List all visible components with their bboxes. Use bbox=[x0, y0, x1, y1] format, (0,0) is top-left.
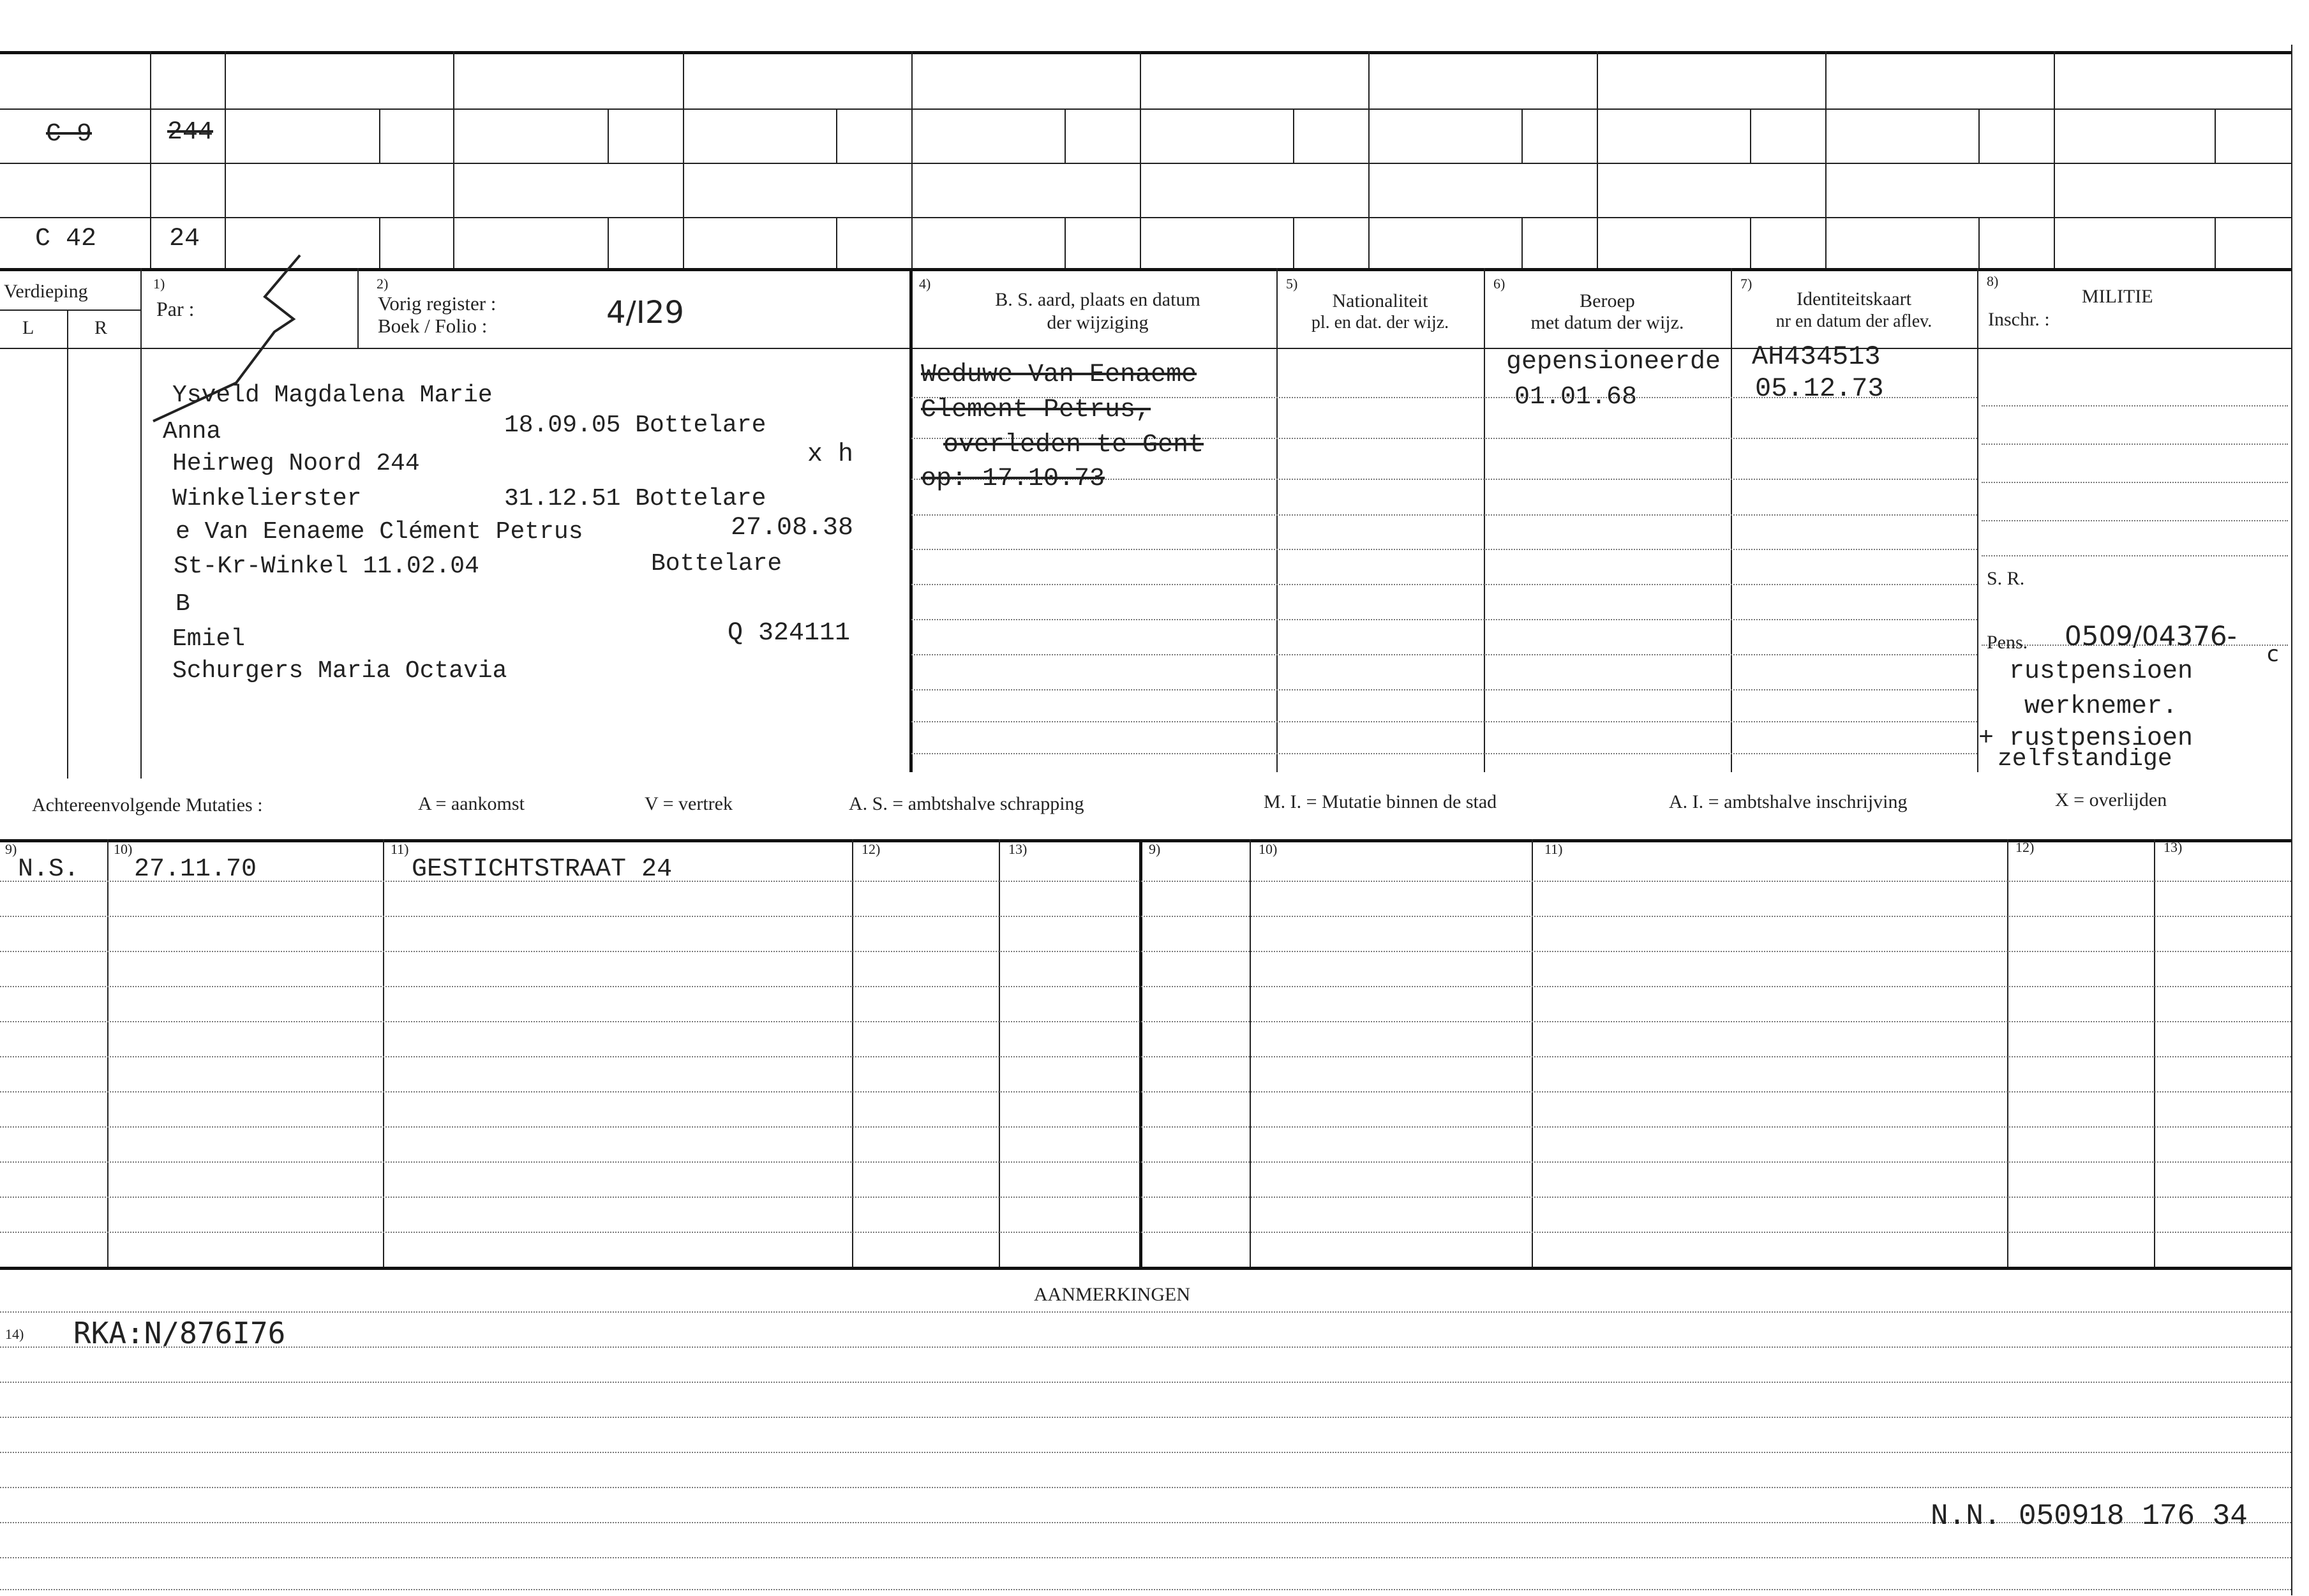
top-row3-number: 24 bbox=[169, 225, 200, 253]
person-line1: Ysveld Magdalena Marie bbox=[172, 382, 493, 409]
beroep-header-line2: met datum der wijz. bbox=[1530, 312, 1684, 333]
mutations-title: Achtereenvolgende Mutaties : bbox=[32, 794, 263, 816]
legend-mutatie: M. I. = Mutatie binnen de stad bbox=[1264, 791, 1497, 812]
col8-number: 8) bbox=[1987, 273, 1999, 289]
bs-line2: Clement Petrus, bbox=[921, 396, 1151, 424]
beroep-header-line1: Beroep bbox=[1580, 290, 1635, 311]
mut-col12-right: 12) bbox=[2015, 839, 2035, 855]
mut-col10-right: 10) bbox=[1259, 841, 1278, 857]
beroep-value: gepensioneerde bbox=[1506, 348, 1721, 377]
top-row3-code: C 42 bbox=[35, 225, 97, 253]
col2-number: 2) bbox=[377, 276, 389, 292]
par-label: Par : bbox=[156, 297, 195, 320]
militie-line3: + rustpensioen bbox=[1978, 724, 2193, 753]
legend-vertrek: V = vertrek bbox=[645, 793, 733, 814]
col7-number: 7) bbox=[1740, 276, 1752, 292]
militie-header: MILITIE bbox=[2082, 286, 2153, 307]
person-spouse-birth: St-Kr-Winkel 11.02.04 bbox=[174, 553, 479, 580]
legend-aankomst: A = aankomst bbox=[418, 793, 525, 814]
bs-header-line1: B. S. aard, plaats en datum bbox=[995, 289, 1200, 310]
col4-number: 4) bbox=[919, 276, 931, 292]
remarks-value: RKA:N/876I76 bbox=[73, 1316, 286, 1350]
pens-label: Pens. bbox=[1987, 632, 2028, 653]
mutation-type: N.S. bbox=[18, 855, 80, 884]
person-job-date: 31.12.51 Bottelare bbox=[504, 485, 766, 512]
person-mark: x h bbox=[807, 440, 854, 469]
id-header-line2: nr en datum der aflev. bbox=[1775, 311, 1932, 331]
l-label: L bbox=[22, 317, 34, 338]
inschr-label: Inschr. : bbox=[1988, 309, 2050, 330]
person-emiel: Emiel bbox=[172, 625, 246, 653]
person-spouse: e Van Eenaeme Clément Petrus bbox=[176, 518, 583, 546]
mut-col13: 13) bbox=[1008, 841, 1027, 857]
person-mother: Schurgers Maria Octavia bbox=[172, 657, 507, 685]
vorig-register-label: Vorig register : bbox=[378, 292, 497, 315]
remarks-number: 14) bbox=[5, 1326, 24, 1342]
militie-line2: werknemer. bbox=[2024, 692, 2178, 721]
person-line7: B bbox=[176, 590, 190, 618]
verdieping-label: Verdieping bbox=[4, 281, 88, 302]
vorig-register-value: 4/I29 bbox=[606, 295, 684, 331]
legend-overlijden: X = overlijden bbox=[2055, 789, 2167, 810]
person-birth: 18.09.05 Bottelare bbox=[504, 412, 766, 439]
top-row1-code: C 9 bbox=[46, 120, 93, 149]
col1-number: 1) bbox=[153, 276, 165, 292]
col5-number: 5) bbox=[1286, 276, 1298, 292]
boek-folio-label: Boek / Folio : bbox=[378, 315, 488, 337]
militie-line4: zelfstandige bbox=[1998, 748, 2172, 770]
id-date: 05.12.73 bbox=[1755, 373, 1884, 404]
mut-col10: 10) bbox=[114, 841, 133, 857]
person-address: Heirweg Noord 244 bbox=[172, 450, 420, 477]
mut-col11: 11) bbox=[391, 841, 409, 857]
nat-header-line1: Nationaliteit bbox=[1332, 290, 1428, 311]
bs-line4: op: 17.10.73 bbox=[921, 465, 1105, 493]
mut-col9-right: 9) bbox=[1149, 841, 1161, 857]
nat-header-line2: pl. en dat. der wijz. bbox=[1311, 313, 1449, 332]
mut-col11-right: 11) bbox=[1544, 841, 1563, 857]
legend-schrapping: A. S. = ambtshalve schrapping bbox=[849, 793, 1084, 814]
id-number: AH434513 bbox=[1752, 341, 1881, 372]
bs-line3: overleden te Gent bbox=[943, 431, 1204, 459]
id-header-line1: Identiteitskaart bbox=[1797, 288, 1911, 310]
r-label: R bbox=[94, 317, 108, 338]
person-spouse-place: Bottelare bbox=[651, 550, 782, 578]
beroep-date: 01.01.68 bbox=[1514, 383, 1638, 412]
top-row1-number: 244 bbox=[167, 118, 214, 147]
mutation-date: 27.11.70 bbox=[134, 855, 257, 884]
mut-col13-right: 13) bbox=[2163, 839, 2183, 855]
remarks-title: AANMERKINGEN bbox=[1034, 1284, 1190, 1305]
person-given-name: Anna bbox=[163, 418, 221, 445]
bs-line1: Weduwe Van Eenaeme bbox=[921, 361, 1197, 389]
pens-value: 0509/04376- bbox=[2065, 620, 2237, 652]
person-marriage-date: 27.08.38 bbox=[731, 514, 854, 542]
mutation-address: GESTICHTSTRAAT 24 bbox=[412, 855, 673, 884]
nn-number: N.N. 050918 176 34 bbox=[1931, 1500, 2248, 1533]
mut-col9: 9) bbox=[5, 841, 17, 857]
sr-label: S. R. bbox=[1987, 568, 2025, 589]
pens-suffix: c bbox=[2267, 641, 2279, 667]
person-code: Q 324111 bbox=[728, 619, 851, 648]
mut-col12: 12) bbox=[862, 841, 881, 857]
militie-line1: rustpensioen bbox=[2009, 657, 2193, 686]
legend-inschrijving: A. I. = ambtshalve inschrijving bbox=[1669, 791, 1908, 812]
person-job: Winkelierster bbox=[172, 485, 362, 512]
bs-header-line2: der wijziging bbox=[1047, 312, 1149, 333]
col6-number: 6) bbox=[1493, 276, 1506, 292]
